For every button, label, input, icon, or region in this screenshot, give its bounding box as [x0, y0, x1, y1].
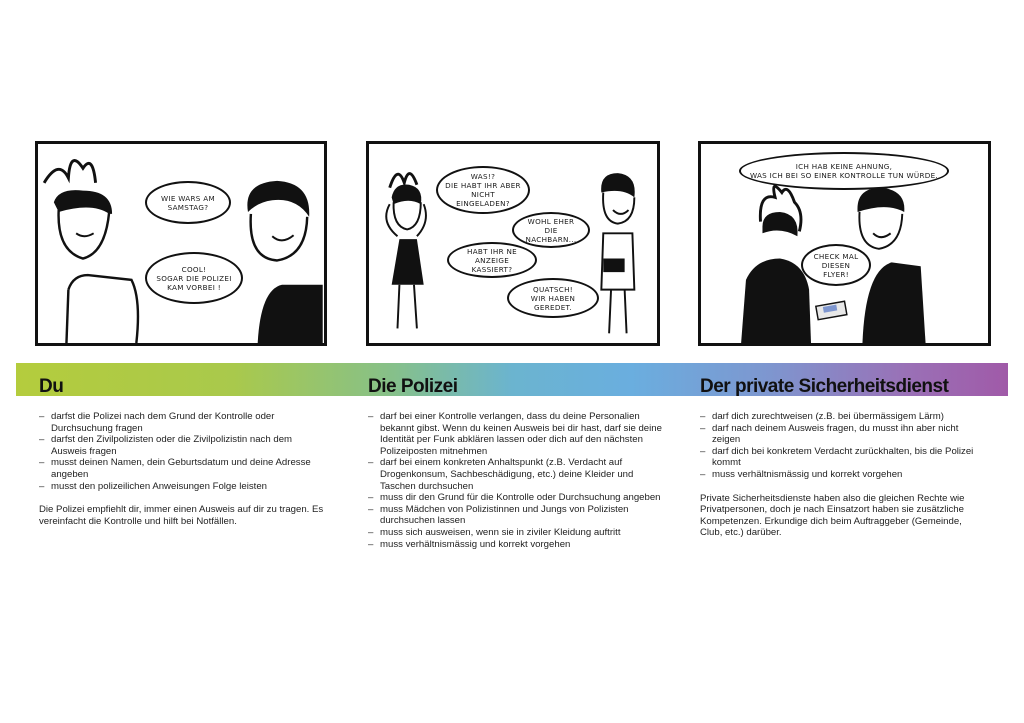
list-item: – musst deinen Namen, dein Geburtsdatum und deine Adresse angeben	[39, 457, 329, 480]
section-title-du: Du	[39, 376, 64, 397]
section-note: Private Sicherheitsdienste haben also die gleichen Rechte wie Privatpersonen, doch je nach Einsatzort haben sie zusätzliche Kompetenzen. Erkundige dich beim Auftraggeber (Gemeinde, Club, etc.) darüber.	[700, 492, 965, 539]
speech-bubble: HABT IHR NE ANZEIGE KASSIERT?	[447, 242, 537, 278]
list-item: – darfst die Polizei nach dem Grund der Kontrolle oder Durchsuchung fragen	[39, 411, 329, 434]
list-item: – muss dir den Grund für die Kontrolle oder Durchsuchung angeben	[368, 492, 663, 504]
section-title-sicherheitsdienst: Der private Sicherheitsdienst	[700, 376, 949, 397]
panel-1-drawing	[38, 144, 324, 343]
section-polizei	[368, 411, 663, 550]
list-item: – darfst den Zivilpolizisten oder die Zivilpolizistin nach dem Ausweis fragen	[39, 434, 329, 457]
list-item: – darf bei einer Kontrolle verlangen, dass du deine Personalien bekannt gibst. Wenn du keinen Ausweis bei dir hast, darf sie deine Identität per Funk abklären lassen oder dich auf den nächsten Polizeiposten mitnehmen	[368, 411, 663, 457]
list-item: – darf dich bei konkretem Verdacht zurückhalten, bis die Polizei kommt	[700, 446, 980, 469]
list-item: – muss Mädchen von Polizistinnen und Jungs von Polizisten durchsuchen lassen	[368, 504, 663, 527]
comic-panel-2	[366, 141, 660, 346]
speech-bubble: QUATSCH! WIR HABEN GEREDET.	[507, 278, 599, 318]
section-title-polizei: Die Polizei	[368, 376, 458, 397]
comic-panel-3	[698, 141, 991, 346]
section-sicherheitsdienst	[700, 411, 980, 539]
comic-panel-1	[35, 141, 327, 346]
list-item: – darf bei einem konkreten Anhaltspunkt (z.B. Verdacht auf Drogenkonsum, Sachbeschädigung, etc.) deine Kleider und Taschen durchsuchen	[368, 457, 663, 492]
list-item: – muss verhältnismässig und korrekt vorgehen	[700, 469, 980, 481]
list-item: – musst den polizeilichen Anweisungen Folge leisten	[39, 481, 329, 493]
list-item: – darf nach deinem Ausweis fragen, du musst ihn aber nicht zeigen	[700, 423, 980, 446]
speech-bubble: ICH HAB KEINE AHNUNG, WAS ICH BEI SO EINER KONTROLLE TUN WÜRDE.	[739, 152, 949, 190]
rights-list	[368, 411, 663, 550]
speech-bubble: CHECK MAL DIESEN FLYER!	[801, 244, 871, 286]
speech-bubble: WAS!? DIE HABT IHR ABER NICHT EINGELADEN?	[436, 166, 530, 214]
rights-list	[700, 411, 980, 481]
section-note: Die Polizei empfiehlt dir, immer einen Ausweis auf dir zu tragen. Es vereinfacht die Kontrolle und hilft bei Notfällen.	[39, 504, 324, 527]
list-item: – darf dich zurechtweisen (z.B. bei übermässigem Lärm)	[700, 411, 980, 423]
list-item: – muss sich ausweisen, wenn sie in ziviler Kleidung auftritt	[368, 527, 663, 539]
list-item: – muss verhältnismässig und korrekt vorgehen	[368, 539, 663, 551]
speech-bubble: COOL! SOGAR DIE POLIZEI KAM VORBEI !	[145, 252, 243, 304]
speech-bubble: WIE WARS AM SAMSTAG?	[145, 181, 231, 224]
speech-bubble: WOHL EHER DIE NACHBARN...	[512, 212, 590, 248]
rights-list	[39, 411, 329, 492]
section-du	[39, 411, 329, 527]
